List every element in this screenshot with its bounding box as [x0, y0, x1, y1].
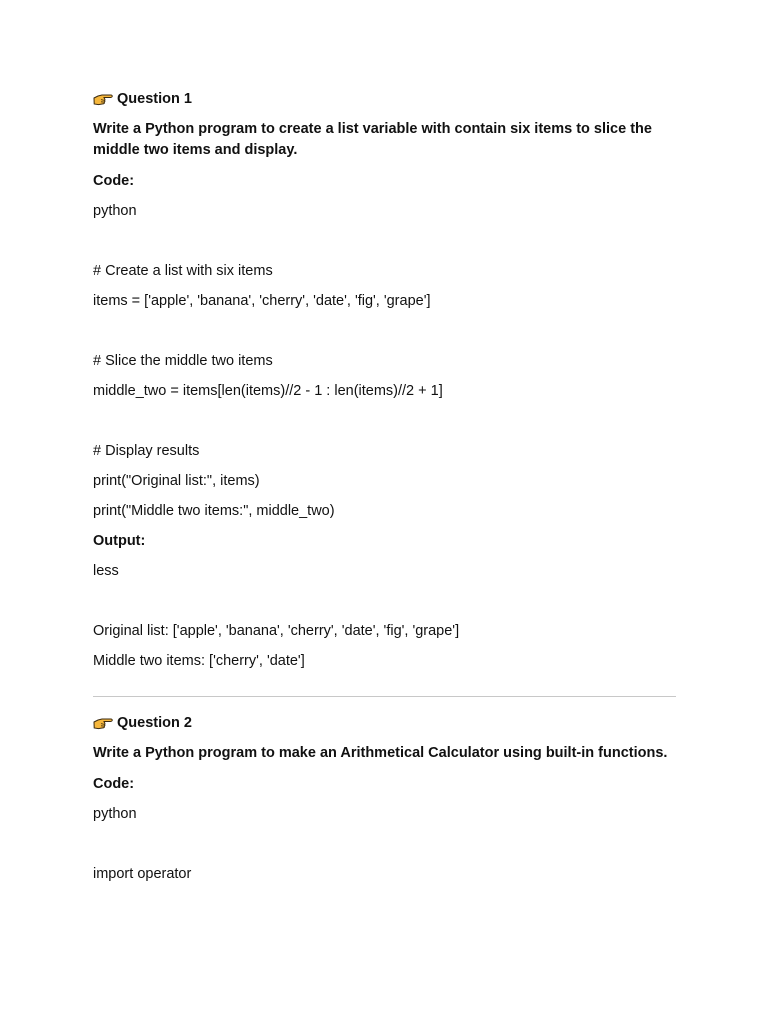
code-line: print("Original list:", items)	[93, 473, 260, 489]
document-page	[93, 89, 676, 884]
code-label: Code:	[93, 776, 135, 792]
question-2-heading	[93, 713, 676, 733]
code-language: python	[93, 203, 137, 219]
question-2-prompt: Write a Python program to make an Arithmetical Calculator using built-in functions.	[93, 745, 668, 761]
code-line: # Display results	[93, 443, 200, 459]
output-language: less	[93, 563, 119, 579]
code-line: # Slice the middle two items	[93, 353, 273, 369]
code-line: import operator	[93, 866, 192, 882]
output-label: Output:	[93, 533, 146, 549]
question-2-title: Question 2	[117, 715, 192, 731]
output-line: Middle two items: ['cherry', 'date']	[93, 653, 305, 669]
code-line: middle_two = items[len(items)//2 - 1 : len(items)//2 + 1]	[93, 383, 443, 399]
question-1-prompt: Write a Python program to create a list variable with contain six items to slice the middle two items and display.	[93, 121, 652, 158]
output-line: Original list: ['apple', 'banana', 'cherry', 'date', 'fig', 'grape']	[93, 623, 460, 639]
question-1-heading	[93, 89, 676, 109]
question-1-title: Question 1	[117, 91, 192, 107]
section-divider	[93, 696, 676, 697]
code-line: # Create a list with six items	[93, 263, 273, 279]
code-label: Code:	[93, 173, 135, 189]
code-line: items = ['apple', 'banana', 'cherry', 'date', 'fig', 'grape']	[93, 293, 431, 309]
code-line: print("Middle two items:", middle_two)	[93, 503, 335, 519]
pointing-hand-icon	[93, 92, 113, 106]
pointing-hand-icon	[93, 716, 113, 730]
code-language: python	[93, 806, 137, 822]
